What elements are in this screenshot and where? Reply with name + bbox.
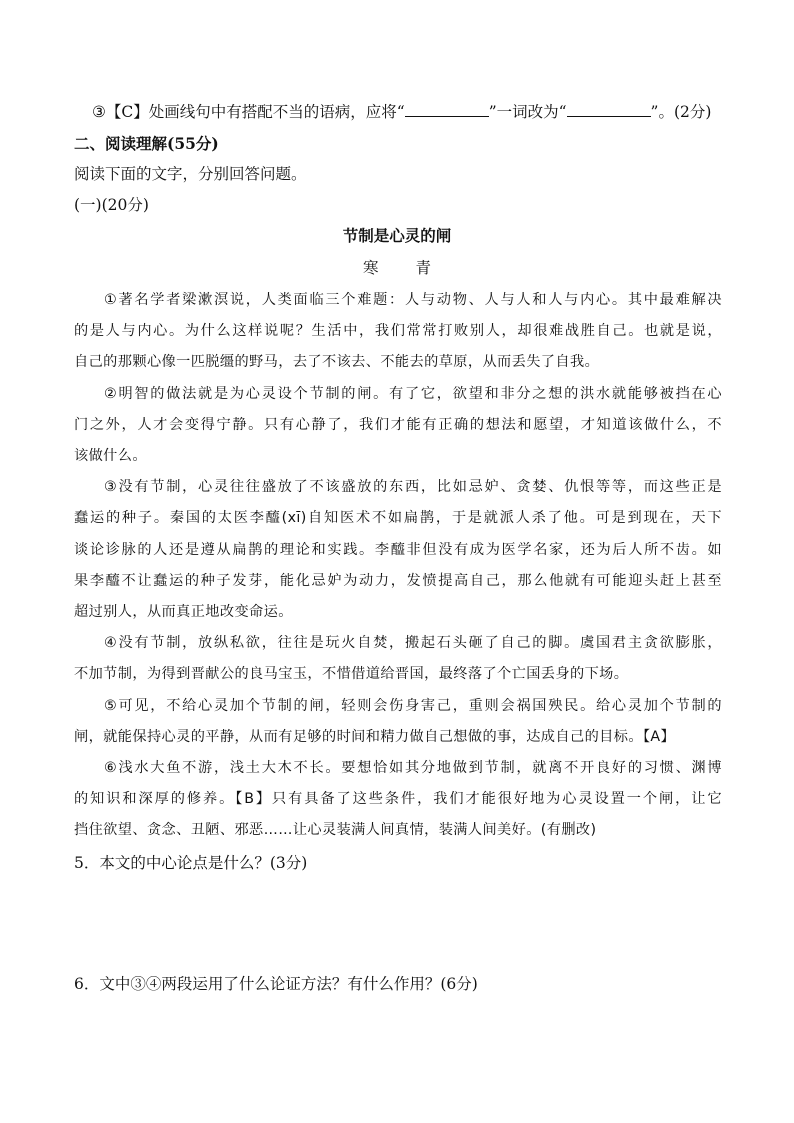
paragraph-2-line: 门之外，人才会变得宁静。只有心静了，我们才能有正确的想法和愿望，才知道该做什么，不 [74,416,722,433]
question-6: 6．文中③④两段运用了什么论证方法？有什么作用？(6分) [74,975,478,993]
paragraph-1-line: ①著名学者梁漱溟说，人类面临三个难题：人与动物、人与人和人与内心。其中最难解决 [104,292,722,308]
paragraph-6-line: 挡住欲望、贪念、丑陋、邪恶……让心灵装满人间真情，装满人间美好。(有删改) [74,822,597,839]
paragraph-3-line: 谈论诊脉的人还是遵从扁鹊的理论和实践。李醯非但没有成为医学名家，还为后人所不齿。如 [74,541,722,558]
article-title: 节制是心灵的闸 [342,226,452,245]
paragraph-2-line: ②明智的做法就是为心灵设个节制的闸。有了它，欲望和非分之想的洪水就能够被挡在心 [104,385,722,402]
paragraph-6-line: 的知识和深厚的修养。【B】只有具备了这些条件，我们才能很好地为心灵设置一个闸，让它 [74,791,722,808]
question-5: 5．本文的中心论点是什么？(3分) [74,854,308,872]
paragraph-3-line: 果李醯不让蠢运的种子发芽，能化忌妒为动力，发愤提高自己，那么他就有可能迎头赶上甚至 [74,572,722,589]
paragraph-3-line: 超过别人，从而真正地改变命运。 [74,604,293,620]
paragraph-1-line: 自己的那颗心像一匹脱缰的野马，去了不该去、不能去的草原，从而丢失了自我。 [74,354,600,371]
revision-question-text-before: ③【C】处画线句中有搭配不当的语病，应将“ [92,103,405,121]
reading-instruction: 阅读下面的文字，分别回答问题。 [74,165,307,183]
part-label: (一)(20分) [74,196,149,214]
paragraph-5-line: ⑤可见，不给心灵加个节制的闸，轻则会伤身害己，重则会祸国殃民。给心灵加个节制的 [104,697,722,714]
paragraph-4-line: ④没有节制，放纵私欲，往往是玩火自焚，搬起石头砸了自己的脚。虞国君主贪欲膨胀， [104,635,722,652]
revision-question-text-middle: ”一词改为“ [488,103,567,121]
article-author: 寒 青 [363,259,447,277]
paragraph-6-line: ⑥浅水大鱼不游，浅土大木不长。要想恰如其分地做到节制，就离不开良好的习惯、渊博 [104,760,722,776]
answer-blank-2[interactable] [567,102,651,117]
paragraph-2-line: 该做什么。 [74,448,147,464]
paragraph-5-line: 闸，就能保持心灵的平静，从而有足够的时间和精力做自己想做的事，达成自己的目标。【A】 [74,728,676,745]
paragraph-1-line: 的是人与内心。为什么这样说呢？生活中，我们常常打败别人，却很难战胜自己。也就是说， [74,323,722,340]
paragraph-4-line: 不加节制，为得到晋献公的良马宝玉，不惜借道给晋国，最终落了个亡国丢身的下场。 [74,666,629,683]
revision-question [92,102,711,122]
paragraph-3-line: 蠢运的种子。秦国的太医李醯(xī)自知医术不如扁鹊，于是就派人杀了他。可是到现在，天下 [74,510,722,527]
revision-question-text-after: ”。(2分) [650,103,712,121]
answer-blank-1[interactable] [405,102,489,117]
section-heading: 二、阅读理解(55分) [74,134,219,153]
paragraph-3-line: ③没有节制，心灵往往盛放了不该盛放的东西，比如忌妒、贪婪、仇恨等等，而这些正是 [104,479,722,496]
